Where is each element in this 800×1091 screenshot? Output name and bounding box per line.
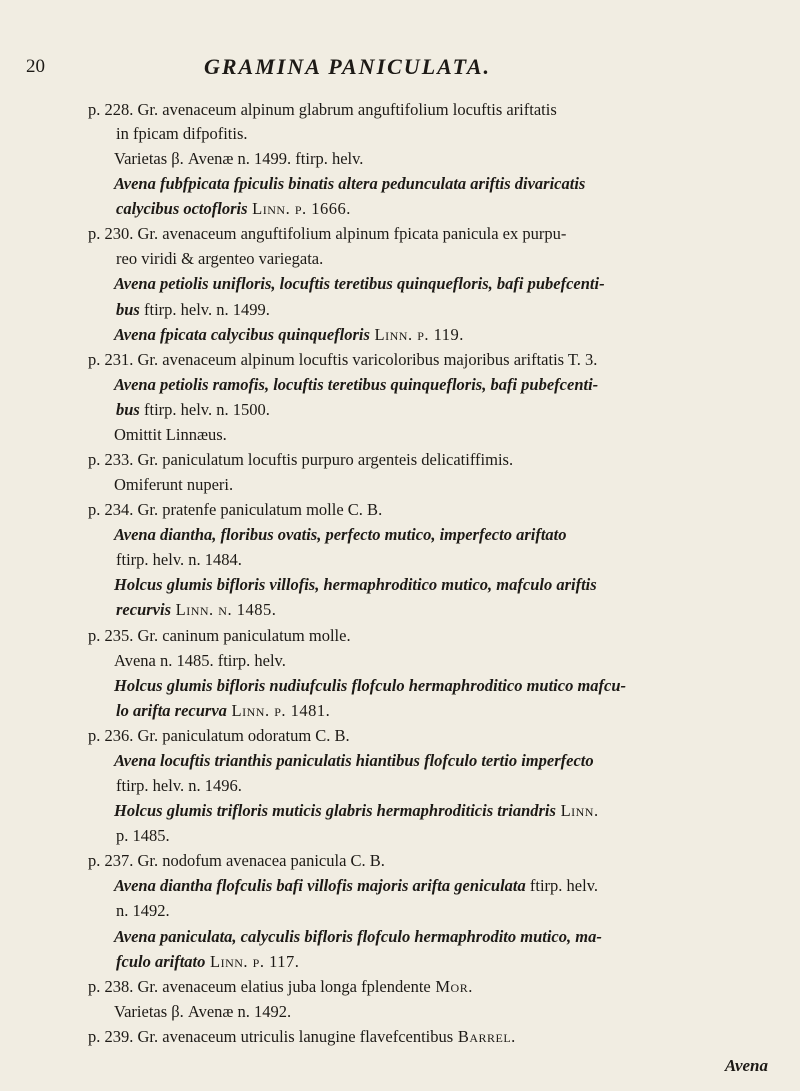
line-text: p. 1485. [116,826,170,846]
line-text: Omittit Linnæus. [114,424,227,444]
line-text: Omiferunt nuperi. [114,475,234,495]
text-line [114,325,464,345]
text-line [88,726,350,746]
text-line [88,500,382,520]
line-text: p. 231. Gr. avenaceum alpinum locuftis varicoloribus majoribus ariftatis T. 3. [88,349,598,369]
text-line [114,676,626,696]
text-line [114,876,598,896]
line-text: Avena locuftis trianthis paniculatis hiantibus flofculo tertio imperfecto [114,750,594,770]
line-text: Avena paniculata, calyculis bifloris flofculo hermaphrodito mutico, ma- [114,926,602,946]
line-text: calycibus octofloris [116,199,248,219]
line-text: p. 238. Gr. avenaceum elatius juba longa fplendente [88,976,431,996]
line-text: Varietas β. Avenæ n. 1499. ftirp. helv. [114,149,364,169]
text-line [116,901,170,921]
text-line [114,174,585,194]
line-text: Avena petiolis unifloris, locuftis teretibus quinquefloris, bafi pubefcenti- [114,274,605,294]
line-text: p. 230. Gr. avenaceum anguftifolium alpinum fpicata panicula ex purpu- [88,224,567,244]
text-line [114,475,233,495]
text-line [114,375,598,395]
line-suffix: ftirp. helv. n. 1500. [139,399,270,419]
line-text: p. 233. Gr. paniculatum locuftis purpuro argenteis delicatiffimis. [88,449,514,469]
text-line [116,550,242,570]
text-line [114,751,594,771]
line-text: p. 236. Gr. paniculatum odoratum C. B. [88,725,350,745]
page-number: 20 [26,56,45,77]
line-text: p. 237. Gr. nodofum avenacea panicula C. B. [88,851,385,871]
text-line [88,1027,516,1047]
line-text: p. 228. Gr. avenaceum alpinum glabrum anguftifolium locuftis ariftatis [88,100,557,119]
line-text: n. 1492. [116,901,170,921]
text-line [88,350,597,370]
text-line [116,124,248,144]
text-line [114,575,597,595]
line-text: Avena fpicata calycibus quinquefloris [114,324,370,344]
line-text: Avena diantha flofculis bafi villofis majoris arifta geniculata [114,876,526,896]
text-line [116,199,351,219]
text-line [114,274,605,294]
text-line [114,425,227,445]
text-line [116,826,170,846]
line-text: reo viridi & argenteo variegata. [116,249,324,269]
line-text: lo arifta recurva [116,700,227,720]
text-line [88,100,557,120]
text-line [114,149,363,169]
line-text: p. 239. Gr. avenaceum utriculis lanugine flavefcentibus [88,1026,454,1046]
text-line [114,651,286,671]
line-suffix: Linn. n. 1485. [171,600,277,620]
line-text: Holcus glumis bifloris nudiufculis flofculo hermaphroditico mutico mafcu- [114,675,627,695]
text-line [114,1002,291,1022]
running-title: GRAMINA PANICULATA. [204,54,491,79]
line-text: p. 234. Gr. pratenfe paniculatum molle C. B. [88,500,383,520]
line-text: recurvis [116,600,171,620]
line-suffix: Barrel. [453,1026,516,1046]
line-text: ftirp. helv. n. 1484. [116,550,242,570]
line-text: ftirp. helv. n. 1496. [116,776,242,796]
line-text: Holcus glumis trifloris muticis glabris hermaphroditicis triandris [114,801,556,821]
line-suffix: Linn. [555,801,599,821]
text-line [116,249,323,269]
text-line [116,952,299,972]
text-line [116,400,270,420]
text-line [116,600,276,620]
line-text: Avena diantha, floribus ovatis, perfecto mutico, imperfecto ariftato [114,525,567,545]
line-text: Avena n. 1485. ftirp. helv. [114,650,286,670]
line-text: fculo ariftato [116,951,206,971]
line-text: in fpicam difpofitis. [116,123,248,143]
line-suffix: Linn. p. 119. [369,324,464,344]
catchword: Avena [724,1056,768,1075]
page-header [26,54,766,84]
line-suffix: Linn. p. 117. [205,951,300,971]
line-text: Holcus glumis bifloris villofis, hermaphroditico mutico, mafculo ariftis [114,575,597,595]
text-line [114,927,602,947]
line-suffix: ftirp. helv. [525,876,599,896]
line-text: Avena fubfpicata fpiculis binatis altera pedunculata ariftis divaricatis [114,174,586,194]
text-line [114,801,599,821]
line-suffix: Linn. p. 1481. [226,700,331,720]
line-text: Avena petiolis ramofis, locuftis teretibus quinquefloris, bafi pubefcenti- [114,374,599,394]
text-line [88,224,566,244]
line-suffix: ftirp. helv. n. 1499. [139,299,270,319]
line-text: p. 235. Gr. caninum paniculatum molle. [88,625,351,645]
line-text: Varietas β. Avenæ n. 1492. [114,1001,292,1021]
text-line [116,776,242,796]
line-suffix: Linn. p. 1666. [247,199,351,219]
text-line [114,525,567,545]
line-text: bus [116,299,140,319]
text-line [116,300,270,320]
line-text: bus [116,399,140,419]
text-line [116,701,330,721]
text-line [88,977,473,997]
text-line [88,626,351,646]
text-line [88,851,385,871]
text-line [88,450,513,470]
line-suffix: Mor. [430,976,473,996]
